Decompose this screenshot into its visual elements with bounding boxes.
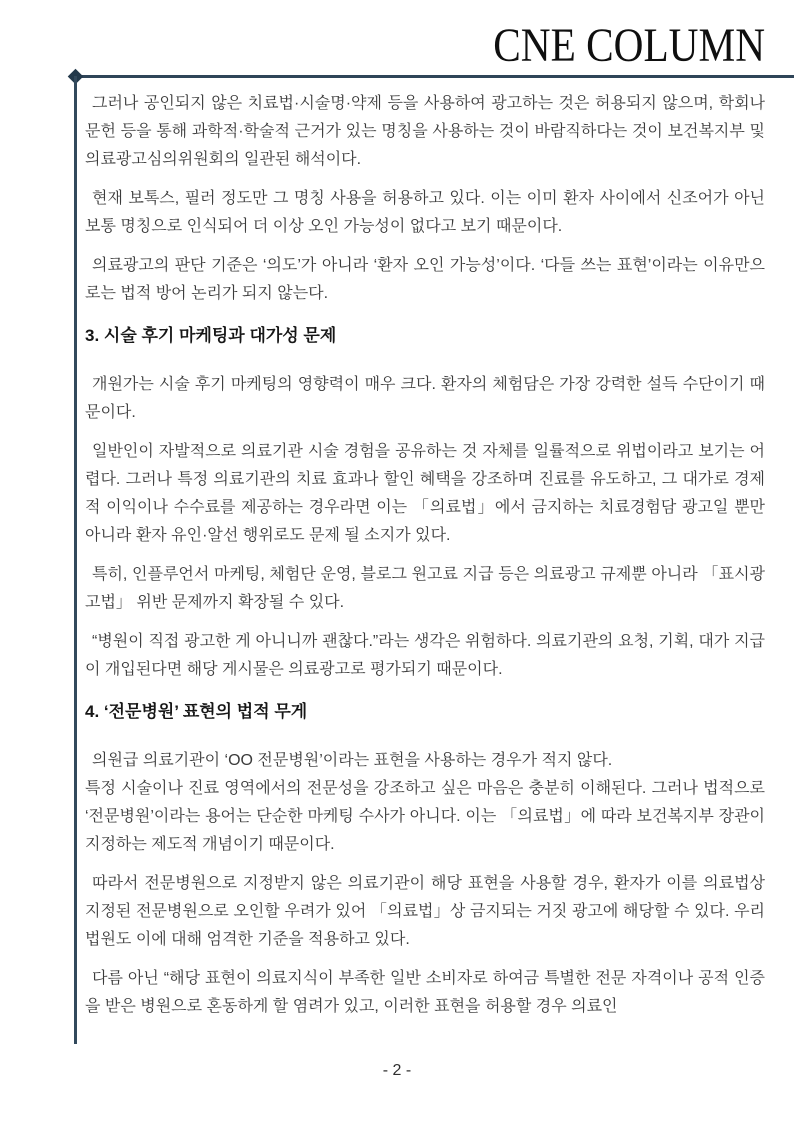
header-rule-line xyxy=(75,75,794,78)
paragraph-experience-share: 일반인이 자발적으로 의료기관 시술 경험을 공유하는 것 자체를 일률적으로 위법이라고 보기는 어렵다. 그러나 특정 의료기관의 치료 효과나 할인 혜택을 강조하며 진료를 유도하고, 그 대가로 경제적 이익이나 수수료를 제공하는 경우라면 이는 「의료법」에서 금지하는 치료경험담 광고일 뿐만 아니라 환자 유인·알선 행위로도 문제 될 소지가 있다. xyxy=(85,443,765,544)
section-heading-4: 4. ‘전문병원’ 표현의 법적 무게 xyxy=(85,702,308,721)
page-number: - 2 - xyxy=(382,1062,412,1079)
paragraph-review-marketing: 개원가는 시술 후기 마케팅의 영향력이 매우 크다. 환자의 체험담은 가장 강력한 설득 수단이기 때문이다. xyxy=(85,376,765,421)
paragraph-judgment-standard: 의료광고의 판단 기준은 ‘의도’가 아니라 ‘환자 오인 가능성’이다. ‘다들 쓰는 표현’이라는 이유만으로는 법적 방어 논리가 되지 않는다. xyxy=(85,257,765,302)
content-area xyxy=(85,90,765,1032)
paragraph-court-quote: 다름 아닌 “해당 표현이 의료지식이 부족한 일반 소비자로 하여금 특별한 전문 자격이나 공적 인증을 받은 병원으로 혼동하게 할 염려가 있고, 이러한 표현을 허용할 경우 의료인 xyxy=(85,970,765,1015)
paragraph-clinic-expression: 의원급 의료기관이 ‘OO 전문병원’이라는 표현을 사용하는 경우가 적지 않다. xyxy=(92,752,613,769)
paragraph-influencer: 특히, 인플루언서 마케팅, 체험단 운영, 블로그 원고료 지급 등은 의료광고 규제뿐 아니라 「표시광고법」 위반 문제까지 확장될 수 있다. xyxy=(85,566,765,611)
paragraph-botox-filler: 현재 보톡스, 필러 정도만 그 명칭 사용을 허용하고 있다. 이는 이미 환자 사이에서 신조어가 아닌 보통 명칭으로 인식되어 더 이상 오인 가능성이 없다고 보기 때문이다. xyxy=(85,190,765,235)
paragraph-not-direct-ad: “병원이 직접 광고한 게 아니니까 괜찮다.”라는 생각은 위험하다. 의료기관의 요청, 기획, 대가 지급이 개입된다면 해당 게시물은 의료광고로 평가되기 때문이다. xyxy=(85,633,765,678)
masthead-title: CNE COLUMN xyxy=(493,19,765,72)
paragraph-specialty-claim: 특정 시술이나 진료 영역에서의 전문성을 강조하고 싶은 마음은 충분히 이해된다. 그러나 법적으로 ‘전문병원’이라는 용어는 단순한 마케팅 수사가 아니다. 이는 「의료법」에 따라 보건복지부 장관이 지정하는 제도적 개념이기 때문이다. xyxy=(85,780,765,853)
paragraph-treatment-names: 그러나 공인되지 않은 치료법·시술명·약제 등을 사용하여 광고하는 것은 허용되지 않으며, 학회나 문헌 등을 통해 과학적·학술적 근거가 있는 명칭을 사용하는 것이 바람직하다는 것이 보건복지부 및 의료광고심의위원회의 일관된 해석이다. xyxy=(85,95,765,168)
left-border-line xyxy=(74,76,77,1044)
section-heading-3: 3. 시술 후기 마케팅과 대가성 문제 xyxy=(85,326,337,345)
paragraph-false-advertising: 따라서 전문병원으로 지정받지 않은 의료기관이 해당 표현을 사용할 경우, 환자가 이를 의료법상 지정된 전문병원으로 오인할 우려가 있어 「의료법」상 금지되는 거짓 광고에 해당할 수 있다. 우리 법원도 이에 대해 엄격한 기준을 적용하고 있다. xyxy=(85,875,765,948)
